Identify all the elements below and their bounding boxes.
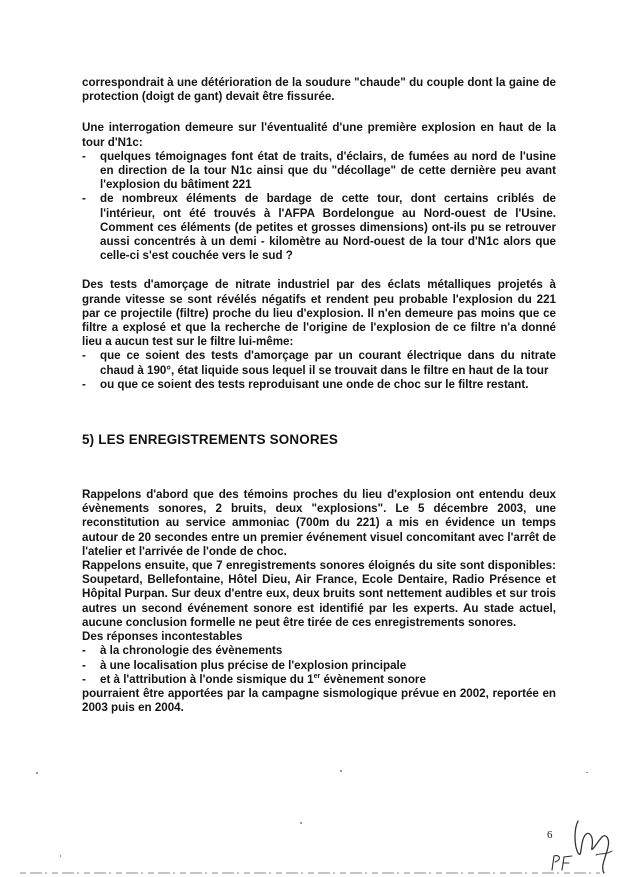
page-number: 6 [547, 829, 553, 841]
document-body [82, 76, 556, 715]
scan-speck [340, 770, 342, 772]
list-item-text: ou que ce soient des tests reproduisant une onde de choc sur le filtre restant. [100, 377, 529, 391]
list-item [82, 349, 556, 377]
handwritten-initials-icon [548, 852, 578, 872]
list-item-text: à la chronologie des évènements [100, 644, 283, 658]
list-item [82, 673, 556, 687]
bullet-dash: - [82, 672, 86, 686]
tests-list [82, 349, 556, 392]
bullet-dash: - [82, 644, 86, 658]
section-heading: 5) LES ENREGISTREMENTS SONORES [82, 432, 338, 448]
paragraph-soudure: correspondrait à une détérioration de la soudure "chaude" du couple dont la gaine de protection (doigt de gant) devait être fissurée. [82, 76, 556, 104]
reponses-list [82, 644, 556, 687]
temoignages-list [82, 150, 556, 264]
paragraph-interrogation: Une interrogation demeure sur l'éventualité d'une première explosion en haut de la tour d'N1c: [82, 121, 556, 149]
list-item-text: quelques témoignages font état de traits, d'éclairs, de fumées au nord de l'usine en direction de la tour N1c ainsi que du "décollage" de cette dernière peu avant l'explosion du bâtiment 221 [100, 149, 556, 192]
list-item-text: à une localisation plus précise de l'explosion principale [100, 658, 407, 672]
bullet-dash: - [82, 192, 86, 206]
paragraph-sismologique: pourraient être apportées par la campagne sismologique prévue en 2002, reportée en 2003 puis en 2004. [82, 686, 556, 715]
scan-speck [36, 772, 38, 774]
bullet-dash: - [82, 377, 86, 391]
paragraph-temoins: Rappelons d'abord que des témoins proches du lieu d'explosion ont entendu deux évènements sonores, 2 bruits, deux "explosions". Le 5 décembre 2003, une reconstitution au service ammoniac (700m du 221) a mis en évidence un temps autour de 20 secondes entre un premier événement visuel concomitant avec l'arrêt de l'atelier et l'arrivée de l'onde de choc. [82, 488, 556, 558]
scan-speck [300, 822, 302, 824]
list-item [82, 150, 556, 193]
scan-edge-line [20, 872, 600, 874]
bullet-dash: - [82, 658, 86, 672]
list-item [82, 644, 556, 658]
scan-speck [586, 772, 588, 773]
paragraph-enregistrements: Rappelons ensuite, que 7 enregistrements sonores éloignés du site sont disponibles: Soupetard, Bellefontaine, Hôtel Dieu, Air France, Ecole Dentaire, Radio Présence et Hôpital Purpan. Sur deux d'entre eux, deux bruits sont nettement audibles et sur trois autres un second événement sonore est identifié par les experts. Au stade actuel, aucune conclusion formelle ne peut être tirée de ces enregistrements sonores. [82, 559, 556, 629]
list-item [82, 378, 556, 392]
bullet-dash: - [82, 149, 86, 163]
list-item [82, 659, 556, 673]
list-item [82, 192, 556, 263]
list-item-text: que ce soient des tests d'amorçage par un courant électrique dans du nitrate chaud à 190°, état liquide sous lequel il se trouvait dans le filtre en haut de la tour [100, 349, 556, 377]
paragraph-tests-amorcage: Des tests d'amorçage de nitrate industriel par des éclats métalliques projetés à grande vitesse se sont révélés négatifs et rendent peu probable l'explosion du 221 par ce projectile (filtre) proche du lieu d'explosion. Il n'en demeure pas moins que ce filtre a explosé et que la recherche de l'origine de l'explosion de ce filtre n'a donné lieu a aucun test sur le filtre lui-même: [82, 278, 556, 349]
bullet-dash: - [82, 349, 86, 363]
superscript-er: er [313, 672, 321, 680]
scan-speck [60, 855, 61, 857]
list-item-text-before: et à l'attribution à l'onde sismique du 1 [100, 672, 314, 686]
list-item-text: de nombreux éléments de bardage de cette tour, dont certains criblés de l'intérieur, ont été trouvés à l'AFPA Bordelongue au Nord-ouest de l'Usine. Comment ces éléments (de petites et grosses dimensions) ont-ils pu se retrouver aussi concentrés à un demi - kilomètre au Nord-ouest de la tour d'N1c alors que celle-ci s'est couchée vers le sud ? [100, 192, 556, 263]
paragraph-reponses: Des réponses incontestables [82, 630, 243, 644]
list-item-text-after: évènement sonore [320, 672, 426, 686]
